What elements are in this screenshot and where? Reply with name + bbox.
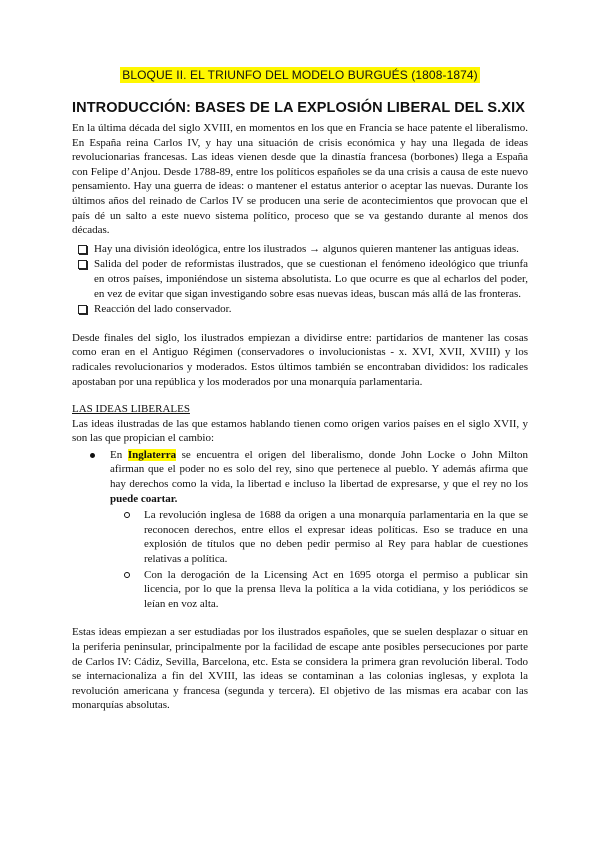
- checkbox-bullet-icon: [78, 245, 87, 254]
- paragraph-divisions: Desde finales del siglo, los ilustrados empiezan a dividirse entre: partidarios de mantener las cosas como eran en el Antiguo Régimen (conservadores o involucionistas - x. XVI, XVII, XVIII) y los radicales revolucionarios y moderados. Estos últimos también se encontraban divididos: los radicales apostaban por una república y los moderados por una monarquía parlamentaria.: [72, 331, 528, 388]
- circle-bullet-icon: [124, 572, 130, 578]
- bullet-dot-icon: [90, 453, 95, 458]
- checkbox-bullet-icon: [78, 305, 87, 314]
- sub-list: [110, 508, 528, 611]
- document-title: BLOQUE II. EL TRIUNFO DEL MODELO BURGUÉS (1808-1874): [122, 68, 478, 82]
- bullet-item-inglaterra: En Inglaterra se encuentra el origen del liberalismo, donde John Locke o John Milton afirman que el poder no es solo del rey, sino que pertenece al pueblo. Y además afirma que hay derechos como la vida, la libertad e incluso la libertad de expresarse, y que el rey no los puede coartar. La revolución inglesa de 1688 da origen a una monarquía parlamentaria en la que se reconocen derechos, entre ellos el expresar ideas políticas. Eso se traduce en una explosión de títulos que no deben pedir permiso al Rey para hablar de cuestiones relativas a política. Con la derogación de la Licensing Act en 1695 otorga el permiso a publicar sin licencia, por lo que la prensa lleva la política a la vida cotidiana, y los periódicos se leían en voz alta.: [110, 448, 528, 612]
- checklist: [72, 242, 528, 317]
- highlight-inglaterra: Inglaterra: [127, 448, 177, 461]
- bold-phrase: puede coartar.: [110, 492, 178, 505]
- intro-heading: INTRODUCCIÓN: BASES DE LA EXPLOSIÓN LIBERAL DEL S.XIX: [72, 100, 525, 116]
- circle-bullet-icon: [124, 512, 130, 518]
- checklist-item: Reacción del lado conservador.: [94, 302, 528, 317]
- section-heading: LAS IDEAS LIBERALES: [72, 403, 190, 416]
- checkbox-bullet-icon: [78, 260, 87, 269]
- bullet-list: [72, 448, 528, 612]
- sub-list-item: La revolución inglesa de 1688 da origen a una monarquía parlamentaria en la que se reconocen derechos, entre ellos el expresar ideas políticas. Eso se traduce en una explosión de títulos que no deben pedir permiso al Rey para hablar de cuestiones relativas a política.: [144, 508, 528, 566]
- sub-list-item: Con la derogación de la Licensing Act en 1695 otorga el permiso a publicar sin licencia, por lo que la prensa lleva la política a la vida cotidiana, y los periódicos se leían en voz alta.: [144, 568, 528, 612]
- checklist-item: Salida del poder de reformistas ilustrados, que se cuestionan el fenómeno ideológico que triunfa en otros países, imponiéndose un sistema absolutista. Lo que ocurre es que al echarlos del poder, en vez de evitar que sigan investigando sobre esas nuevas ideas, buscan más allá de las fronteras.: [94, 257, 528, 301]
- title-block: [72, 66, 528, 84]
- checklist-item: Hay una división ideológica, entre los ilustrados → algunos quieren mantener las antiguas ideas.: [94, 242, 528, 257]
- section-intro: Las ideas ilustradas de las que estamos hablando tienen como origen varios países en el siglo XVII, y son las que propician el cambio:: [72, 417, 528, 445]
- closing-paragraph: Estas ideas empiezan a ser estudiadas por los ilustrados españoles, que se suelen desplazar o situar en la periferia peninsular, principalmente por la facilidad de escape ante posibles persecuciones por parte de Carlos IV: Cádiz, Sevilla, Barcelona, etc. Esta se considera la primera gran revolución liberal. Todo se internacionaliza a fin del XVIII, las ideas se contaminan a las colonias inglesas, y explota la revolución americana y francesa (segunda y tercera). El objetivo de las mismas era acabar con las monarquías absolutas.: [72, 626, 528, 712]
- intro-paragraph: En la última década del siglo XVIII, en momentos en los que en Francia se hace patente el liberalismo. En España reina Carlos IV, y hay una situación de crisis económica y hay una llegada de ideas revolucionarias francesas. Las ideas vienen desde que la dinastía francesa (borbones) llega a España con Felipe d’Anjou. Desde 1788-89, entre los políticos españoles se da una crisis a causa de este nuevo pensamiento. Hay una guerra de ideas: o mantener el estatus anterior o aceptar las nuevas. Durante los últimos años del reinado de Carlos IV se producen una serie de acontecimientos que provocan que el país dé un salto a este nuevo sistema político, proceso que se va gestando durante al menos dos décadas.: [72, 122, 528, 237]
